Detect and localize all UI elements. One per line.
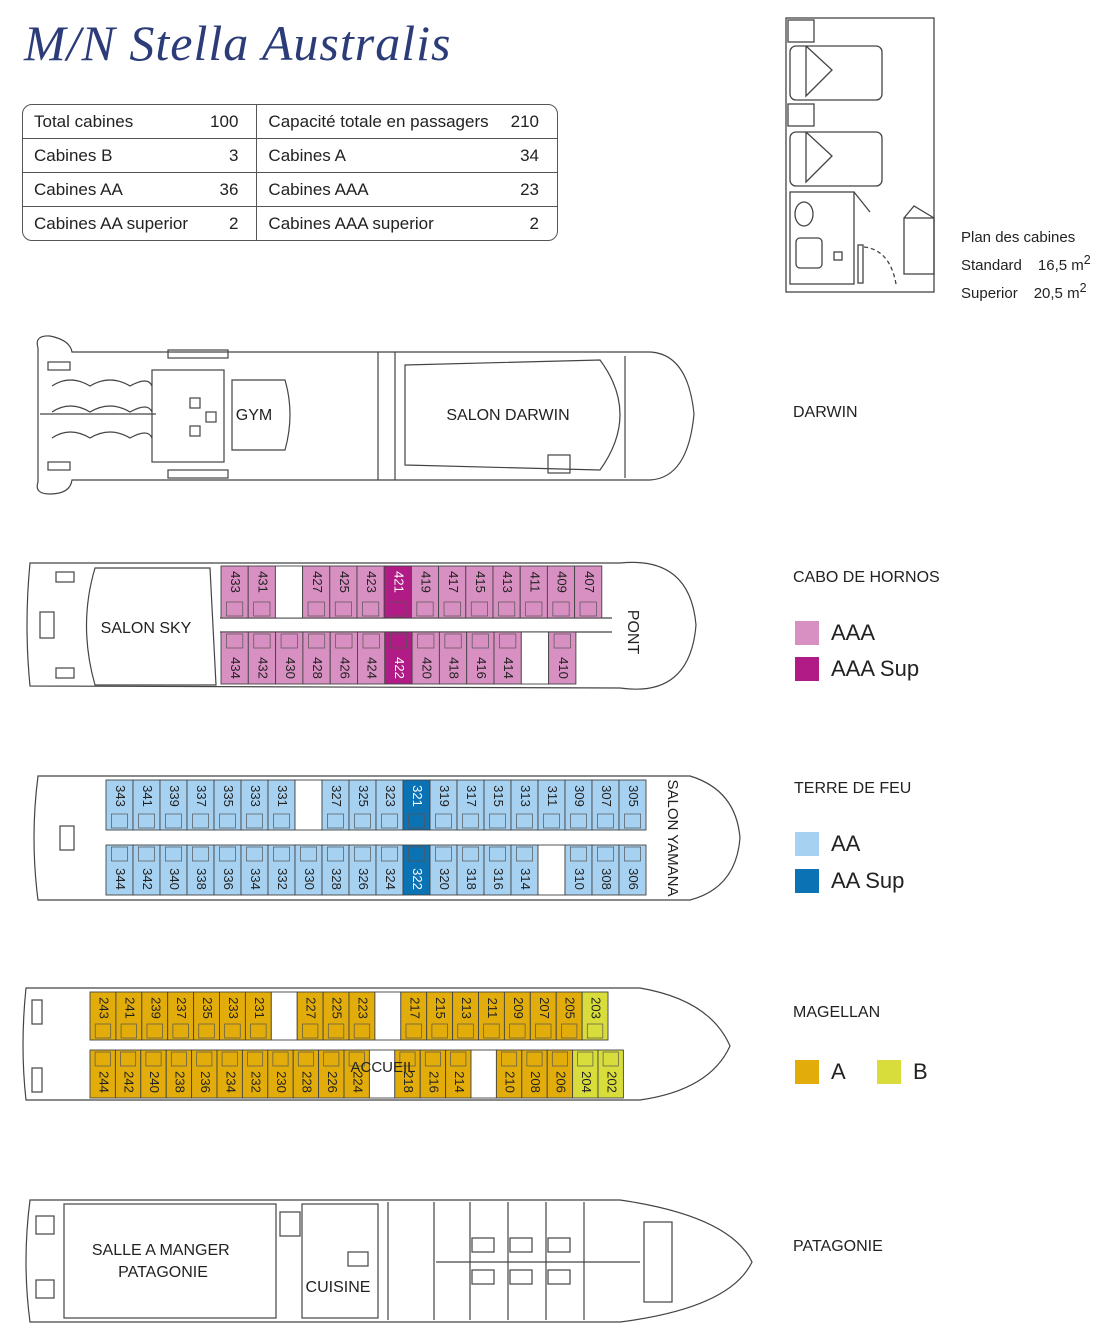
cabin-number: 432 <box>255 657 271 679</box>
cabin-number: 203 <box>588 997 604 1019</box>
cabin-number: 423 <box>364 571 380 593</box>
cabin-number: 430 <box>282 657 298 679</box>
cabin-number: 217 <box>407 997 423 1019</box>
legend-aa <box>795 831 860 857</box>
legend-a-label: A <box>831 1059 846 1084</box>
cabin-number: 313 <box>518 785 534 807</box>
stairwell <box>471 1050 496 1098</box>
cabin-number: 420 <box>419 657 435 679</box>
cabin-number: 211 <box>485 997 501 1019</box>
legend-aaa-sup-swatch <box>795 657 819 681</box>
cabin-number: 325 <box>356 785 372 807</box>
cabin-number: 342 <box>140 868 156 890</box>
cabin-number: 237 <box>174 997 190 1019</box>
legend-aa-sup-swatch <box>795 869 819 893</box>
cabin-number: 422 <box>392 657 408 679</box>
legend-aaa-sup <box>795 656 919 682</box>
cabin-number: 234 <box>223 1071 239 1093</box>
cabin-number: 331 <box>275 785 291 807</box>
legend-aaa-label: AAA <box>831 620 876 645</box>
cuisine-label: CUISINE <box>305 1279 371 1296</box>
cabin-number: 343 <box>113 785 129 807</box>
cabin-number: 202 <box>604 1071 620 1093</box>
cabin-number: 244 <box>96 1071 112 1093</box>
cabin-number: 316 <box>491 868 507 890</box>
cabin-number: 339 <box>167 785 183 807</box>
cabin-number: 206 <box>553 1071 569 1093</box>
cabin-number: 225 <box>329 997 345 1019</box>
cabin-number: 209 <box>510 997 526 1019</box>
cabin-number: 410 <box>555 657 571 679</box>
cabin-number: 330 <box>302 868 318 890</box>
stairwell <box>521 632 548 684</box>
stats-value: 2 <box>199 207 257 240</box>
stats-value: 36 <box>199 173 257 207</box>
stats-label: Cabines A <box>257 139 499 173</box>
stats-label: Cabines AA superior <box>34 213 189 233</box>
legend-aaa-sup-label: AAA Sup <box>831 656 920 681</box>
superior-value: 20,5 m <box>1033 285 1080 302</box>
cabin-number: 333 <box>248 785 264 807</box>
stats-value: 34 <box>500 139 557 173</box>
cabin-number: 230 <box>274 1071 290 1093</box>
page-title: M/N Stella Australis <box>24 15 452 71</box>
cabin-number: 416 <box>473 657 489 679</box>
cabin-number: 213 <box>459 997 475 1019</box>
salon-yamana-text: SALON YAMANA <box>664 779 681 897</box>
standard-value: 16,5 m <box>1037 257 1084 274</box>
cabin-number: 205 <box>562 997 578 1019</box>
cabin-number: 310 <box>572 868 588 890</box>
cabin-number: 226 <box>324 1071 340 1093</box>
cabin-number: 327 <box>329 785 345 807</box>
cabin-number: 233 <box>226 997 242 1019</box>
cabin-number: 208 <box>528 1071 544 1093</box>
cabin-number: 232 <box>248 1071 264 1093</box>
legend-aa-sup <box>795 868 904 894</box>
gym-label: GYM <box>235 407 273 424</box>
cabin-number: 407 <box>581 571 597 593</box>
salon-darwin-label: SALON DARWIN <box>446 407 570 424</box>
legend-a-swatch <box>795 1060 819 1084</box>
darwin-deck-plan <box>37 336 694 494</box>
cabin-number: 426 <box>337 657 353 679</box>
salle-a-manger-label <box>92 1242 234 1281</box>
cabin-number: 218 <box>401 1071 417 1093</box>
cabin-number: 207 <box>536 997 552 1019</box>
stats-value: 100 <box>199 105 257 139</box>
stairwell <box>295 780 322 830</box>
cabin-number: 241 <box>122 997 138 1019</box>
cabin-number: 424 <box>364 657 380 679</box>
cabin-number: 214 <box>451 1071 467 1093</box>
cabin-number: 332 <box>275 868 291 890</box>
cabin-number: 336 <box>221 868 237 890</box>
cabin-number: 419 <box>418 571 434 593</box>
stats-label: Cabines AAA <box>257 173 499 207</box>
cabin-number: 418 <box>446 657 462 679</box>
cabin-number: 428 <box>310 657 326 679</box>
cabin-number: 311 <box>545 785 561 807</box>
legend-aa-label: AA <box>831 831 861 856</box>
cabin-number: 340 <box>167 868 183 890</box>
stats-label: Cabines AAA superior <box>268 213 434 233</box>
stairwell <box>375 992 401 1040</box>
cabin-number: 433 <box>228 571 244 593</box>
stats-value: 210 <box>500 105 557 139</box>
cabin-number: 305 <box>626 785 642 807</box>
cabin-number: 320 <box>437 868 453 890</box>
cabin-number: 421 <box>391 571 407 593</box>
stats-value: 2 <box>529 213 539 233</box>
cabin-number: 243 <box>96 997 112 1019</box>
cabin-number: 341 <box>140 785 156 807</box>
cabin-number: 322 <box>410 868 426 890</box>
cabin-number: 224 <box>350 1071 366 1093</box>
stats-value: 23 <box>500 173 557 207</box>
cabin-number: 227 <box>303 997 319 1019</box>
cabin-number: 309 <box>572 785 588 807</box>
cabin-number: 414 <box>501 657 517 679</box>
legend-b-label: B <box>913 1059 928 1084</box>
cabin-number: 326 <box>356 868 372 890</box>
cabin-number: 324 <box>383 868 399 890</box>
cabin-number: 231 <box>251 997 267 1019</box>
cabin-number: 328 <box>329 868 345 890</box>
cabin-number: 223 <box>355 997 371 1019</box>
stairwell <box>538 845 565 895</box>
cabin-number: 204 <box>578 1071 594 1093</box>
stats-label: Cabines B <box>23 139 199 173</box>
deck-name-cabo: CABO DE HORNOS <box>793 569 940 586</box>
cabin-number: 427 <box>309 571 325 593</box>
cabin-number: 323 <box>383 785 399 807</box>
cabin-plan-title: Plan des cabines <box>961 229 1076 246</box>
stats-label: Total cabines <box>23 105 199 139</box>
cabin-number: 240 <box>147 1071 163 1093</box>
legend-aa-sup-label: AA Sup <box>831 868 905 893</box>
cabin-number: 317 <box>464 785 480 807</box>
cabin-number: 216 <box>426 1071 442 1093</box>
cabin-number: 314 <box>518 868 534 890</box>
salle-line2: PATAGONIE <box>118 1264 208 1281</box>
salon-yamana-label <box>664 780 681 897</box>
cabin-number: 344 <box>113 868 129 890</box>
cabin-number: 235 <box>200 997 216 1019</box>
superior-unit-sup: 2 <box>1079 281 1087 295</box>
accueil-label: ACCUEIL <box>350 1059 416 1076</box>
salle-line1: SALLE A MANGER <box>91 1242 230 1259</box>
cabin-number: 321 <box>410 785 426 807</box>
superior-label: Superior <box>961 285 1018 302</box>
legend-aa-swatch <box>795 832 819 856</box>
cabin-number: 315 <box>491 785 507 807</box>
cabin-number: 306 <box>626 868 642 890</box>
stats-label: Cabines AA <box>23 173 199 207</box>
cabin-number: 338 <box>194 868 210 890</box>
standard-unit-sup: 2 <box>1083 253 1091 267</box>
stairwell <box>271 992 297 1040</box>
legend-b-swatch <box>877 1060 901 1084</box>
cabin-number: 318 <box>464 868 480 890</box>
deck-name-magellan: MAGELLAN <box>793 1004 881 1021</box>
legend-b <box>877 1059 928 1085</box>
stats-label: Capacité totale en passagers <box>257 105 499 139</box>
legend-aaa-swatch <box>795 621 819 645</box>
cabin-number: 228 <box>299 1071 315 1093</box>
cabin-number: 242 <box>121 1071 137 1093</box>
cabin-number: 215 <box>433 997 449 1019</box>
cabin-number: 431 <box>255 571 271 593</box>
cabin-number: 307 <box>599 785 615 807</box>
cabin-number: 415 <box>472 571 488 593</box>
cabin-number: 411 <box>527 571 543 593</box>
deck-name-patagonie: PATAGONIE <box>793 1238 883 1255</box>
cabin-number: 334 <box>248 868 264 890</box>
cabin-number: 236 <box>197 1071 213 1093</box>
cabin-number: 425 <box>336 571 352 593</box>
legend-a <box>795 1059 846 1085</box>
cabin-number: 319 <box>437 785 453 807</box>
deck-name-darwin: DARWIN <box>793 404 858 421</box>
cabin-number: 413 <box>500 571 516 593</box>
stats-value: 3 <box>199 139 257 173</box>
deck-name-terre: TERRE DE FEU <box>794 780 912 797</box>
stairwell <box>275 566 302 618</box>
salon-sky-label: SALON SKY <box>100 620 192 637</box>
cabin-number: 337 <box>194 785 210 807</box>
cabin-number: 409 <box>554 571 570 593</box>
cabin-number: 239 <box>148 997 164 1019</box>
pont-label: PONT <box>624 609 641 655</box>
cabin-number: 335 <box>221 785 237 807</box>
cabin-number: 417 <box>445 571 461 593</box>
cabin-number: 238 <box>172 1071 188 1093</box>
cabin-number: 308 <box>599 868 615 890</box>
legend-aaa <box>795 620 875 646</box>
cabin-number: 434 <box>228 657 244 679</box>
patagonie-deck-plan <box>26 1200 752 1322</box>
cabin-number: 210 <box>502 1071 518 1093</box>
standard-label: Standard <box>961 257 1022 274</box>
